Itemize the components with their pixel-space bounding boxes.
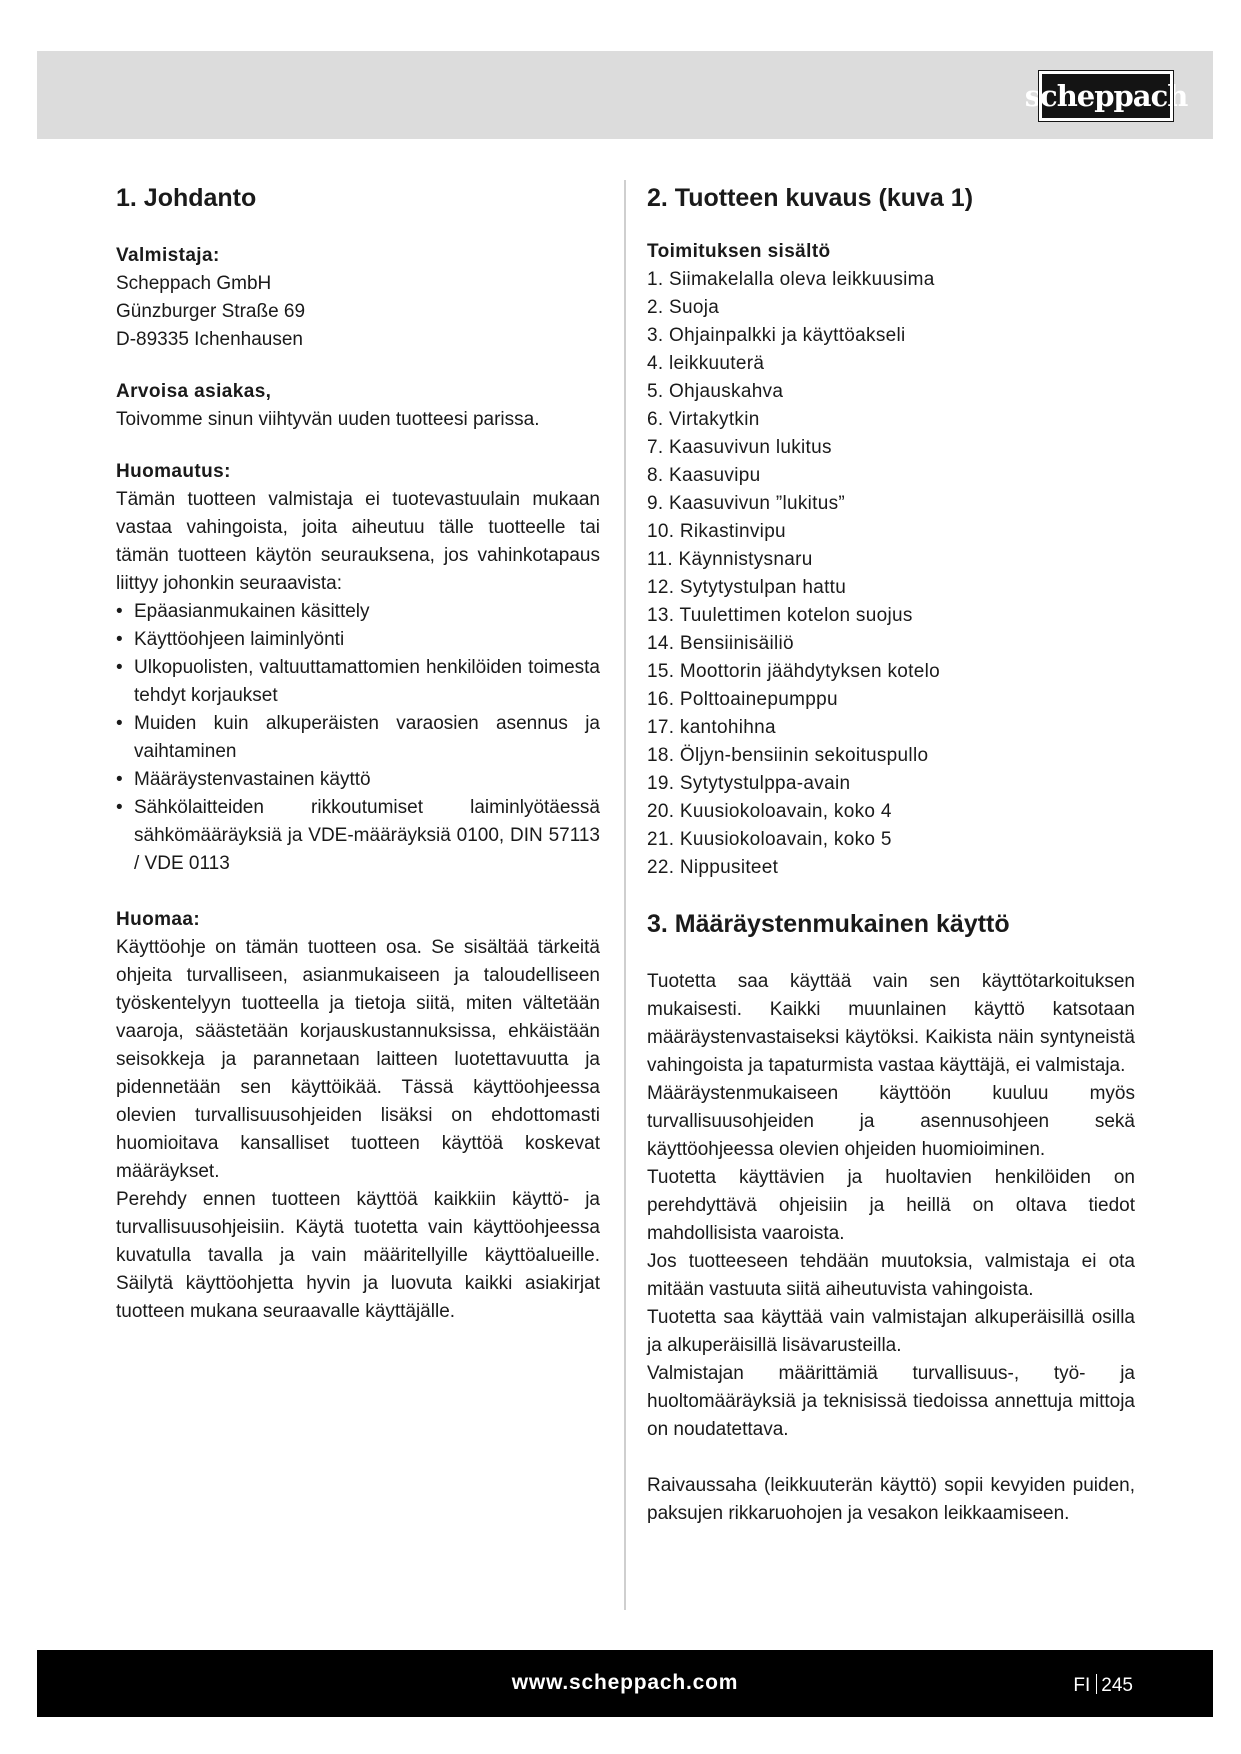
manufacturer-address	[116, 270, 600, 354]
list-item: 2. Suoja	[647, 297, 720, 318]
delivery-contents-list	[647, 266, 1135, 882]
list-item: 13. Tuulettimen kotelon suojus	[647, 605, 913, 626]
list-item: 18. Öljyn-bensiinin sekoituspullo	[647, 745, 929, 766]
intended-use-paragraph: Valmistajan määrittämiä turvallisuus-, työ- ja huoltomääräyksiä ja teknisissä tiedoissa annettuja mittoja on noudatettava.	[647, 1363, 1135, 1440]
right-column	[647, 180, 1135, 1528]
list-item: 3. Ohjainpalkki ja käyttöakseli	[647, 325, 906, 346]
intended-use-paragraph: Määräystenmukaiseen käyttöön kuuluu myös turvallisuusohjeiden ja asennusohjeen sekä käyttöohjeessa olevien ohjeiden huomioiminen.	[647, 1083, 1135, 1160]
list-item: 1. Siimakelalla oleva leikkuusima	[647, 269, 935, 290]
liability-exclusion-list	[116, 598, 600, 878]
list-item: 15. Moottorin jäähdytyksen kotelo	[647, 661, 940, 682]
list-item: 16. Polttoainepumppu	[647, 689, 838, 710]
intended-use-paragraph: Raivaussaha (leikkuuterän käyttö) sopii kevyiden puiden, paksujen rikkaruohojen ja vesakon leikkaamiseen.	[647, 1475, 1135, 1524]
page-number: 245	[1101, 1675, 1133, 1696]
list-item: 7. Kaasuvivun lukitus	[647, 437, 832, 458]
left-column	[116, 180, 600, 1326]
list-item: • Käyttöohjeen laiminlyönti	[116, 626, 600, 654]
list-item: 4. leikkuuterä	[647, 353, 765, 374]
page-indicator	[1073, 1674, 1133, 1697]
section-title-introduction: 1. Johdanto	[116, 184, 257, 212]
attention-label: Huomaa:	[116, 909, 201, 930]
website-link[interactable]: www.scheppach.com	[511, 1671, 739, 1694]
address-line: D-89335 Ichenhausen	[116, 329, 303, 350]
section-title-intended-use: 3. Määräystenmukainen käyttö	[647, 910, 1010, 938]
page-footer	[37, 1650, 1213, 1717]
brand-logo: scheppach	[1039, 71, 1173, 121]
intended-use-paragraph: Jos tuotteeseen tehdään muutoksia, valmistaja ei ota mitään vastuuta siitä aiheutuvista vahingoista.	[647, 1251, 1135, 1300]
address-line: Günzburger Straße 69	[116, 301, 306, 322]
language-code: FI	[1073, 1675, 1091, 1696]
greeting-text: Toivomme sinun viihtyvän uuden tuotteesi parissa.	[116, 409, 540, 430]
intended-use-paragraph: Tuotetta käyttävien ja huoltavien henkilöiden on perehdyttävä ohjeisiin ja heillä on oltava tiedot mahdollisista vaaroista.	[647, 1167, 1135, 1244]
manufacturer-label: Valmistaja:	[116, 245, 220, 266]
list-item: 20. Kuusiokoloavain, koko 4	[647, 801, 892, 822]
list-item: 5. Ohjauskahva	[647, 381, 784, 402]
list-item: 12. Sytytystulpan hattu	[647, 577, 847, 598]
list-item: 22. Nippusiteet	[647, 857, 779, 878]
list-item: • Ulkopuolisten, valtuuttamattomien henkilöiden toimesta tehdyt korjaukset	[116, 654, 600, 710]
list-item: • Muiden kuin alkuperäisten varaosien asennus ja vaihtaminen	[116, 710, 600, 766]
list-item: 19. Sytytystulppa-avain	[647, 773, 851, 794]
attention-paragraph: Perehdy ennen tuotteen käyttöä kaikkiin käyttö- ja turvallisuusohjeisiin. Käytä tuotetta vain käyttöohjeessa kuvatulla tavalla ja vain määritellyille käyttöalueille. Säilytä käyttöohjetta hyvin ja luovuta kaikki asiakirjat tuotteen mukana seuraavalle käyttäjälle.	[116, 1189, 600, 1322]
address-line: Scheppach GmbH	[116, 273, 272, 294]
page-header	[37, 51, 1213, 139]
notice-text: Tämän tuotteen valmistaja ei tuotevastuulain mukaan vastaa vahingoista, joita aiheutuu tälle tuotteelle tai tämän tuotteen käytön seurauksena, jos vahinkotapaus liittyy johonkin seuraavista:	[116, 489, 600, 594]
list-item: 9. Kaasuvivun ”lukitus”	[647, 493, 846, 514]
delivery-contents-label: Toimituksen sisältö	[647, 241, 831, 262]
column-divider	[624, 180, 626, 1610]
intended-use-paragraph: Tuotetta saa käyttää vain valmistajan alkuperäisillä osilla ja alkuperäisillä lisävarusteilla.	[647, 1307, 1135, 1356]
list-item: 11. Käynnistysnaru	[647, 549, 813, 570]
list-item: 6. Virtakytkin	[647, 409, 760, 430]
list-item: • Määräystenvastainen käyttö	[116, 766, 600, 794]
intended-use-paragraph: Tuotetta saa käyttää vain sen käyttötarkoituksen mukaisesti. Kaikki muunlainen käyttö katsotaan määräystenvastaiseksi käytöksi. Kaikista näin syntyneistä vahingoista ja tapaturmista vastaa käyttäjä, ei valmistaja.	[647, 971, 1135, 1076]
list-item: 8. Kaasuvipu	[647, 465, 761, 486]
list-item: 21. Kuusiokoloavain, koko 5	[647, 829, 892, 850]
section-title-product-description: 2. Tuotteen kuvaus (kuva 1)	[647, 184, 974, 212]
list-item: • Sähkölaitteiden rikkoutumiset laiminlyötäessä sähkömääräyksiä ja VDE-määräyksiä 0100, DIN 57113 / VDE 0113	[116, 794, 600, 878]
list-item: 10. Rikastinvipu	[647, 521, 786, 542]
list-item: 14. Bensiinisäiliö	[647, 633, 794, 654]
dear-customer-label: Arvoisa asiakas,	[116, 381, 272, 402]
list-item: • Epäasianmukainen käsittely	[116, 598, 600, 626]
separator	[1096, 1674, 1097, 1694]
attention-paragraph: Käyttöohje on tämän tuotteen osa. Se sisältää tärkeitä ohjeita turvalliseen, asianmukaiseen ja taloudelliseen työskentelyyn tuotteella ja tietoja siitä, miten vältetään vaaroja, säästetään korjauskustannuksissa, ehkäistään seisokkeja ja parannetaan laitteen luotettavuutta ja pidennetään sen käyttöikää. Tässä käyttöohjeessa olevien turvallisuusohjeiden lisäksi on ehdottomasti huomioitava kansalliset tuotteen käyttöä koskevat määräykset.	[116, 937, 600, 1182]
list-item: 17. kantohihna	[647, 717, 776, 738]
notice-label: Huomautus:	[116, 461, 231, 482]
